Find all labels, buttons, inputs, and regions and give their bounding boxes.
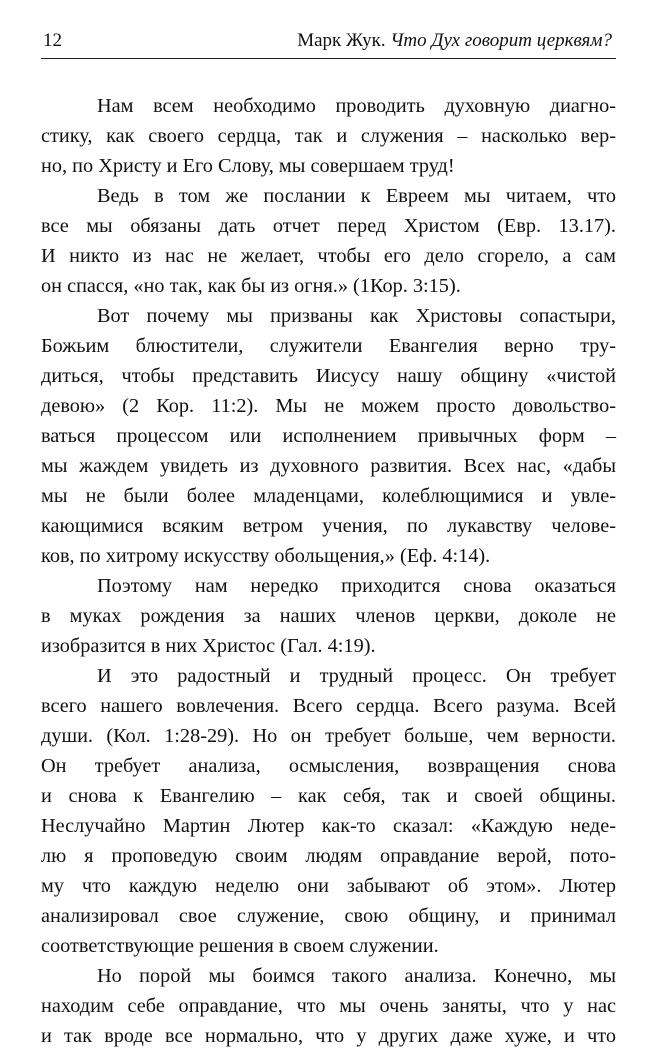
text-line: диться, чтобы представить Иисусу нашу общину «чистой: [41, 365, 616, 387]
text-line: души. (Кол. 1:28-29). Но он требует больше, чем верности.: [41, 725, 616, 747]
text-line: Ведь в том же послании к Евреем мы читаем, что: [97, 185, 616, 207]
text-line: ваться процессом или исполнением привычных форм –: [41, 425, 616, 447]
text-line: он спасся, «но так, как бы из огня.» (1Кор. 3:15).: [41, 275, 461, 297]
text-line: изобразится в них Христос (Гал. 4:19).: [41, 635, 376, 657]
text-line: все мы обязаны дать отчет перед Христом (Евр. 13.17).: [41, 215, 616, 237]
author-name: Марк Жук.: [297, 30, 386, 51]
text-line: и так вроде все нормально, что у других даже хуже, и что: [41, 1025, 616, 1047]
text-line: находим себе оправдание, что мы очень заняты, что у нас: [41, 995, 616, 1017]
text-line: мы не были более младенцами, колеблющимися и увле-: [41, 485, 616, 507]
text-line: мы жаждем увидеть из духовного развития. Всех нас, «дабы: [41, 455, 616, 477]
text-line: Божьим блюстители, служители Евангелия верно тру-: [41, 335, 616, 357]
book-title: Что Дух говорит церквям?: [390, 30, 612, 51]
text-line: стику, как своего сердца, так и служения – насколько вер-: [41, 125, 616, 147]
text-line: ков, по хитрому искусству обольщения,» (Еф. 4:14).: [41, 545, 491, 567]
text-line: Вот почему мы призваны как Христовы сопастыри,: [97, 305, 616, 327]
text-line: Нам всем необходимо проводить духовную диагно-: [97, 95, 616, 117]
text-line: девою» (2 Кор. 11:2). Мы не можем просто довольство-: [41, 395, 616, 417]
running-header: [41, 22, 616, 59]
text-line: кающимися всяким ветром учения, по лукавству челове-: [41, 515, 616, 537]
page-number: 12: [43, 30, 62, 51]
text-line: Неслучайно Мартин Лютер как-то сказал: «Каждую неде-: [41, 815, 616, 837]
text-line: и снова к Евангелию – как себя, так и своей общины.: [41, 785, 616, 807]
running-title: [297, 30, 612, 52]
text-line: но, по Христу и Его Слову, мы совершаем труд!: [41, 155, 455, 177]
text-line: Но порой мы боимся такого анализа. Конечно, мы: [97, 965, 616, 987]
text-line: лю я проповедую своим людям оправдание верой, пото-: [41, 845, 616, 867]
text-line: Он требует анализа, осмысления, возвращения снова: [41, 755, 616, 777]
book-page: [41, 22, 616, 1047]
text-line: всего нашего вовлечения. Всего сердца. Всего разума. Всей: [41, 695, 616, 717]
text-line: И это радостный и трудный процесс. Он требует: [97, 665, 616, 687]
body-text: [41, 91, 616, 1051]
text-line: соответствующие решения в своем служении.: [41, 935, 439, 957]
text-line: в муках рождения за наших членов церкви, доколе не: [41, 605, 616, 627]
text-line: Поэтому нам нередко приходится снова оказаться: [97, 575, 616, 597]
text-line: анализировал свое служение, свою общину, и принимал: [41, 905, 616, 927]
text-line: И никто из нас не желает, чтобы его дело сгорело, а сам: [41, 245, 616, 267]
text-line: му что каждую неделю они забывают об этом». Лютер: [41, 875, 616, 897]
